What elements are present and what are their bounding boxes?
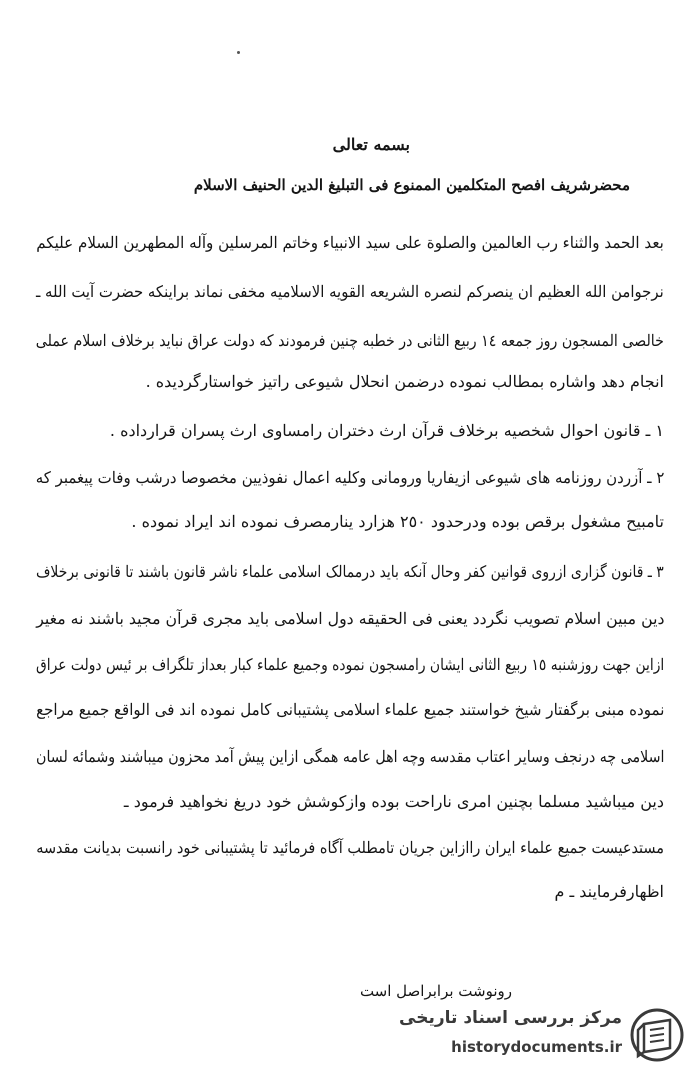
text-line: مستدعیست جمیع علماء ایران راازاین جریان تامطلب آگاه فرمائید تا پشتیبانی خود رانسبت بدیانت مقدسه	[36, 838, 664, 857]
speck	[237, 51, 240, 54]
text-line: بعد الحمد والثناء رب العالمین والصلوة علی سید الانبیاء وخاتم المرسلین وآله المطهرین السلام علیکم	[36, 233, 664, 252]
text-line: تامبیح مشغول برقص بوده ودرحدود ٢٥٠ هزارد ینارمصرف نموده اند ایراد نموده .	[131, 512, 664, 531]
open-book-icon	[630, 1008, 684, 1062]
text-line: اسلامی چه درنجف وسایر اعتاب مقدسه وچه اهل عامه همگی ازاین پیش آمد محزون میباشند وشمائه لسان	[35, 747, 664, 766]
text-line: ١ ـ قانون احوال شخصیه برخلاف قرآن ارث دختران رامساوی ارث پسران قرارداده .	[109, 421, 664, 440]
certification-note: رونوشت برابراصل است	[359, 982, 512, 1000]
watermark	[399, 1004, 686, 1066]
text-line: نرجوامن الله العظیم ان ینصرکم لنصره الشریعه القویه الاسلامیه مخفی نماند براینکه حضرت آیت الله ـ	[36, 282, 664, 301]
text-line: انجام دهد واشاره بمطالب نموده درضمن انحلال شیوعی راتیز خواستارگردیده .	[145, 372, 664, 391]
text-line: ٢ ـ آزردن روزنامه های شیوعی ازیفاریا ورومانی وکلیه اعمال نفوذیین مخصوصا درشب وفات پیغمبر که	[35, 468, 664, 487]
text-line: دین میباشید مسلما بچنین امری ناراحت بوده وازکوشش خود دریغ نخواهید فرمود ـ	[123, 792, 664, 811]
document-heading: بسمه تعالی	[332, 135, 410, 154]
text-line: نموده مبنی برگفتار شیخ خواستند جمیع علماء اسلامی پشتیبانی کامل نموده اند فی الواقع جمیع مراجع	[35, 700, 664, 719]
text-line: ازاین جهت روزشنبه ١٥ ربیع الثانی ایشان رامسجون نموده وجمیع علماء کبار بعداز تلگراف بر ئیس دولت عراق	[35, 655, 664, 674]
text-line: ٣ ـ قانون گزاری ازروی قوانین کفر وحال آنکه باید درممالک اسلامی علماء ناشر قانون باشند تا قانونی برخلاف	[36, 562, 664, 581]
watermark-url: historydocuments.ir	[451, 1038, 622, 1056]
document-addressee: محضرشریف افصح المتکلمین الممنوع فی التبلیغ الدین الحنیف الاسلام	[193, 176, 630, 194]
watermark-name: مرکز بررسی اسناد تاریخی	[399, 1008, 622, 1028]
text-line: اظهارفرمایند ـ م	[554, 882, 664, 901]
text-line: خالصی المسجون روز جمعه ١٤ ربیع الثانی در خطبه چنین فرمودند که دولت عراق نباید برخلاف اسلام عملی	[35, 331, 664, 350]
text-line: دین مبین اسلام تصویب نگردد یعنی فی الحقیقه دول اسلامی باید مجری قرآن مجید باشند نه مغیر	[35, 609, 664, 628]
